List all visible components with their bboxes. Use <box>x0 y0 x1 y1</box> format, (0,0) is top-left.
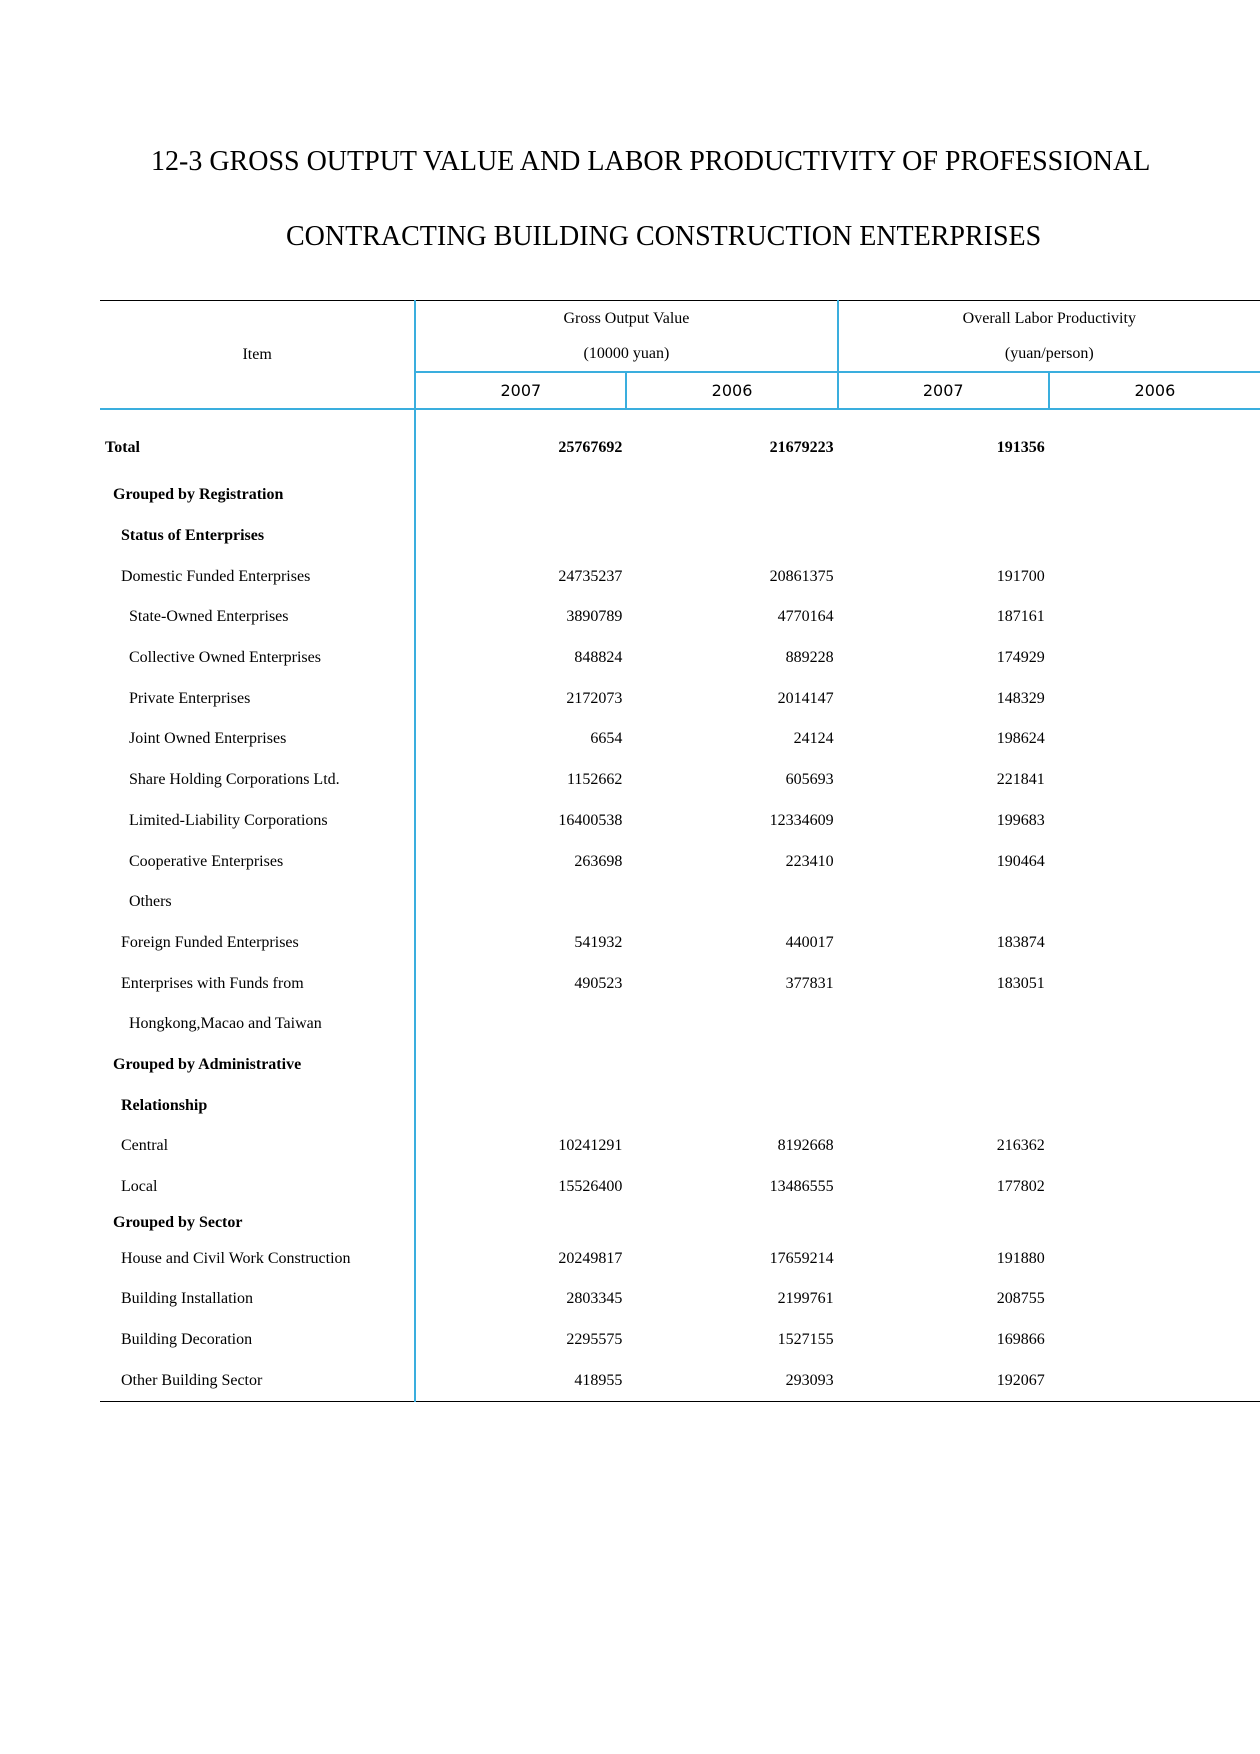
row-value: 6654 <box>415 719 626 760</box>
row-value <box>1049 516 1260 557</box>
table-row <box>100 801 1260 842</box>
row-label: Grouped by Administrative <box>113 1055 302 1073</box>
row-value: 198624 <box>996 730 1045 748</box>
year-header: 2007 <box>415 372 626 409</box>
row-value: 1152662 <box>415 760 626 801</box>
row-value <box>1049 638 1260 679</box>
row-label: Joint Owned Enterprises <box>129 730 287 748</box>
row-value <box>838 475 1049 516</box>
row-value: 25767692 <box>415 409 626 475</box>
row-value <box>415 882 626 923</box>
row-label: Relationship <box>121 1096 208 1114</box>
row-value: 190464 <box>996 852 1045 870</box>
row-value: 440017 <box>785 933 834 951</box>
row-value: 605693 <box>785 771 834 789</box>
row-value: 2172073 <box>415 678 626 719</box>
table-row <box>100 1045 1260 1086</box>
row-value: 199683 <box>996 811 1045 829</box>
row-value <box>1049 1126 1260 1167</box>
row-value <box>838 516 1049 557</box>
row-value: 10241291 <box>415 1126 626 1167</box>
row-value: 21679223 <box>769 438 834 456</box>
row-label: Grouped by Registration <box>113 486 284 504</box>
row-value: 15526400 <box>415 1167 626 1208</box>
row-label: Collective Owned Enterprises <box>129 649 321 667</box>
row-value <box>415 1085 626 1126</box>
row-value <box>415 1207 626 1238</box>
row-label: Hongkong,Macao and Taiwan <box>129 1015 322 1033</box>
row-label: Local <box>121 1178 158 1196</box>
table-row <box>100 719 1260 760</box>
row-value: 20861375 <box>769 567 834 585</box>
table-row <box>100 1085 1260 1126</box>
gross-output-unit: (10000 yuan) <box>415 336 837 372</box>
row-value: 293093 <box>626 1360 837 1401</box>
row-value <box>1049 1207 1260 1238</box>
row-value: 8192668 <box>777 1137 834 1155</box>
row-value: 12334609 <box>769 811 834 829</box>
row-label: Cooperative Enterprises <box>129 852 284 870</box>
table-title-line-1: 12-3 GROSS OUTPUT VALUE AND LABOR PRODUCTIVITY OF PROFESSIONAL <box>151 146 1151 177</box>
row-value <box>1049 882 1260 923</box>
statistics-table <box>100 300 1260 1402</box>
row-value <box>1049 719 1260 760</box>
row-value: 2803345 <box>415 1279 626 1320</box>
row-label: Total <box>105 438 140 456</box>
row-value: 1527155 <box>777 1331 834 1349</box>
row-value: 216362 <box>996 1137 1045 1155</box>
row-label: Grouped by Sector <box>113 1213 243 1231</box>
row-label: Limited-Liability Corporations <box>129 811 328 829</box>
table-row <box>100 963 1260 1004</box>
row-value <box>1049 1167 1260 1208</box>
row-value <box>415 475 626 516</box>
table-title-line-2: CONTRACTING BUILDING CONSTRUCTION ENTERPRISES <box>286 221 1042 252</box>
table-row <box>100 1207 1260 1238</box>
row-value: 208755 <box>996 1290 1045 1308</box>
row-value: 191356 <box>996 438 1045 456</box>
row-value <box>1049 923 1260 964</box>
row-value: 16400538 <box>415 801 626 842</box>
row-value: 2295575 <box>415 1320 626 1361</box>
row-value: 889228 <box>785 649 834 667</box>
row-value <box>1049 760 1260 801</box>
row-value <box>1049 963 1260 1004</box>
row-value <box>1049 678 1260 719</box>
table-row <box>100 1167 1260 1208</box>
table-row <box>100 923 1260 964</box>
row-value <box>626 1207 837 1238</box>
row-value: 169866 <box>996 1331 1045 1349</box>
table-row <box>100 556 1260 597</box>
year-header: 2006 <box>626 372 837 409</box>
row-label: Other Building Sector <box>100 1360 415 1401</box>
row-value <box>838 1085 1049 1126</box>
row-value <box>1049 1360 1260 1401</box>
row-value <box>626 475 837 516</box>
table-row <box>100 638 1260 679</box>
row-value <box>415 1045 626 1086</box>
table-row <box>100 516 1260 557</box>
row-value: 490523 <box>415 963 626 1004</box>
table-row <box>100 1126 1260 1167</box>
row-value: 177802 <box>996 1178 1045 1196</box>
row-value <box>1049 409 1260 475</box>
row-value: 192067 <box>838 1360 1049 1401</box>
row-label: Central <box>121 1137 169 1155</box>
row-value: 13486555 <box>769 1178 834 1196</box>
row-value: 2014147 <box>777 689 834 707</box>
row-value <box>626 882 837 923</box>
row-value: 221841 <box>996 771 1045 789</box>
row-label: Foreign Funded Enterprises <box>121 933 299 951</box>
item-column-header: Item <box>100 301 415 410</box>
row-label: Others <box>129 893 172 911</box>
table-row <box>100 1360 1260 1401</box>
row-value <box>1049 1238 1260 1279</box>
row-value: 24124 <box>793 730 834 748</box>
row-value <box>415 1004 626 1045</box>
row-value <box>626 1004 837 1045</box>
row-value: 17659214 <box>769 1249 834 1267</box>
row-value: 191880 <box>996 1249 1045 1267</box>
row-value <box>838 882 1049 923</box>
gross-output-header: Gross Output Value <box>415 301 837 337</box>
table-row <box>100 597 1260 638</box>
year-header: 2006 <box>1049 372 1260 409</box>
row-value: 377831 <box>785 974 834 992</box>
row-label: Building Decoration <box>121 1331 253 1349</box>
row-value: 24735237 <box>415 556 626 597</box>
row-value: 191700 <box>996 567 1045 585</box>
table-row <box>100 882 1260 923</box>
row-value <box>1049 1279 1260 1320</box>
table-row <box>100 841 1260 882</box>
row-value <box>838 1004 1049 1045</box>
row-label: Domestic Funded Enterprises <box>121 567 311 585</box>
row-value: 263698 <box>415 841 626 882</box>
row-value <box>626 516 837 557</box>
row-value <box>1049 1045 1260 1086</box>
row-label: State-Owned Enterprises <box>129 608 289 626</box>
row-value: 183874 <box>996 933 1045 951</box>
row-value <box>1049 1085 1260 1126</box>
row-value: 187161 <box>996 608 1045 626</box>
row-value <box>1049 597 1260 638</box>
labor-productivity-header: Overall Labor Productivity <box>838 301 1260 337</box>
row-value: 174929 <box>996 649 1045 667</box>
row-value <box>626 1085 837 1126</box>
table-row <box>100 678 1260 719</box>
row-value: 183051 <box>996 974 1045 992</box>
statistics-table-viewport <box>100 300 1176 1400</box>
table-row <box>100 1320 1260 1361</box>
row-label: Enterprises with Funds from <box>121 974 304 992</box>
row-value: 4770164 <box>777 608 834 626</box>
row-value <box>1049 801 1260 842</box>
row-value <box>1049 1320 1260 1361</box>
row-value: 148329 <box>996 689 1045 707</box>
table-row <box>100 409 1260 475</box>
row-value <box>415 516 626 557</box>
row-value: 20249817 <box>415 1238 626 1279</box>
table-row <box>100 1238 1260 1279</box>
row-label: Private Enterprises <box>129 689 251 707</box>
row-value: 848824 <box>415 638 626 679</box>
row-value <box>1049 475 1260 516</box>
row-label: Status of Enterprises <box>121 527 265 545</box>
row-value: 541932 <box>415 923 626 964</box>
row-value: 2199761 <box>777 1290 834 1308</box>
row-value <box>626 1045 837 1086</box>
row-label: House and Civil Work Construction <box>121 1249 351 1267</box>
row-value <box>838 1207 1049 1238</box>
table-row <box>100 760 1260 801</box>
row-value: 418955 <box>415 1360 626 1401</box>
row-value <box>1049 841 1260 882</box>
row-label: Building Installation <box>121 1290 253 1308</box>
table-row <box>100 475 1260 516</box>
row-value <box>1049 556 1260 597</box>
labor-productivity-unit: (yuan/person) <box>838 336 1260 372</box>
table-row <box>100 1004 1260 1045</box>
year-header: 2007 <box>838 372 1049 409</box>
row-value: 3890789 <box>415 597 626 638</box>
row-value <box>1049 1004 1260 1045</box>
row-value: 223410 <box>785 852 834 870</box>
row-label: Share Holding Corporations Ltd. <box>129 771 340 789</box>
row-value <box>838 1045 1049 1086</box>
table-row <box>100 1279 1260 1320</box>
